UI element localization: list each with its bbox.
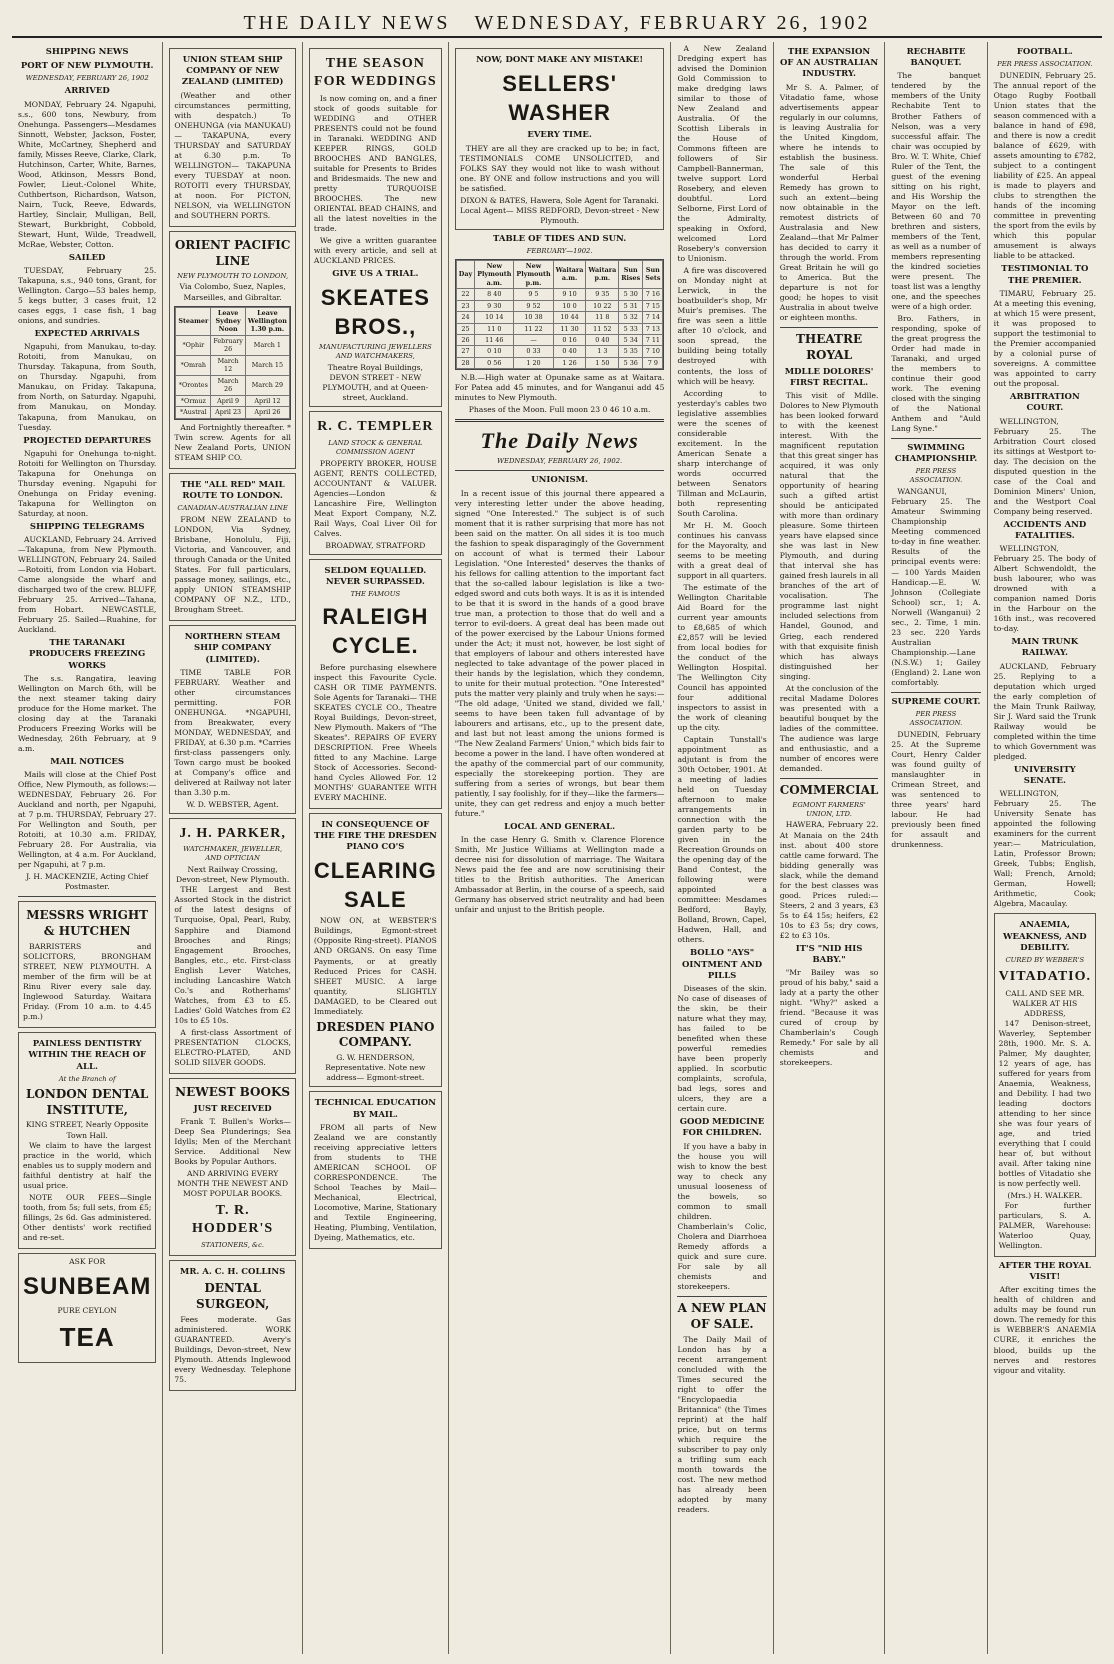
table-cell: 1 26 <box>553 357 586 368</box>
baby-text: "Mr Bailey was so proud of his baby," said a lady at a party the other night. "Why?" asked a friend. "Because it was cured of croup by Chamberlain's Cough Remedy." For sale by all chemists and storekeepers. <box>779 968 879 1068</box>
postmaster-sign: J. H. MACKENZIE, Acting Chief Postmaster. <box>26 872 149 892</box>
mail-notices-heading: MAIL NOTICES <box>50 757 125 768</box>
table-cell: 9 30 <box>475 300 514 311</box>
tea-brand: SUNBEAM <box>23 1272 152 1300</box>
wedding-heading: THE SEASON FOR WEDDINGS <box>314 56 437 90</box>
parker-address: Next Railway Crossing, Devon-street, New Plymouth. <box>175 865 290 885</box>
table-header: Steamer <box>176 307 211 335</box>
dresden-intro: IN CONSEQUENCE OF THE FIRE THE DRESDEN PIANO CO'S <box>313 819 437 853</box>
dresden-text: NOW ON, at WEBSTER'S Buildings, Egmont-street (Opposite Ring-street). PIANOS AND ORGANS. On easy Time Payments, or at greatly Reduced Prices for CASH. SHEET MUSIC. A large quantity, SLIGHTLY DAMAGED, to be Cleared out Immediately. <box>313 916 437 1016</box>
wedding-season-ad <box>309 48 442 407</box>
divider <box>780 327 879 328</box>
news-item: Captain Tunstall's appointment as adjutant is from the 30th October, 1901. At a meeting of ladies held on Tuesday afternoon to make arrangements in connection with the garden party to be given in the Recreation Grounds on the opening day of the Band Contest, the following were appointed a committee: Mesdames Bedford, Bayly, Bolland, Brown, Capel, Hadwen, Hall, and others. <box>677 735 767 945</box>
table-cell: 22 <box>456 289 474 300</box>
football-sub: PER PRESS ASSOCIATION. <box>997 60 1093 69</box>
rechabite-text: The banquet tendered by the members of the Unity Rechabite Tent to Brother Fathers of Nelson, was a very successful affair. The chair was occupied by Bro. W. T. White, Chief Ruler of the Tent, the guest of the evening sitting on his right, and His Worship the Mayor on the left. Between 60 and 70 brethren and sisters, members of the Tent, as well as a number of members representing the kindred societies were present. The toast list was a lengthy one, and the speeches were of a high order. <box>891 71 981 311</box>
pacific-heading: ORIENT PACIFIC LINE <box>174 237 291 268</box>
table-row <box>456 346 663 357</box>
recital-heading: MDLLE DOLORES' FIRST RECITAL. <box>784 366 874 388</box>
northern-steamship-ad <box>169 625 296 814</box>
table-cell: 0 56 <box>475 357 514 368</box>
sellers-agent: DIXON & BATES, Hawera, Sole Agent for Taranaki. <box>460 195 659 205</box>
collins-dental-ad <box>169 1260 296 1391</box>
anaemia-sub: CURED BY WEBBER'S <box>1005 956 1085 965</box>
projected-text: Ngapuhi for Onehunga to-night. Rotoiti for Wellington on Thursday. Takapuna for Onehunga on Thursday evening. Ngapuhi for Onehunga on Friday evening. Takapuna for Wellington on Saturday, at noon. <box>18 448 157 518</box>
senate-heading: UNIVERSITY SENATE. <box>1013 764 1076 787</box>
recital-conclusion: At the conclusion of the recital Madame Dolores was presented with a beautiful bouquet by the ladies of the committee. The audience was large and enthusiastic, and a number of encores were demanded. <box>779 683 879 773</box>
table-row <box>456 334 663 345</box>
sellers-name: SELLERS' WASHER <box>502 71 617 126</box>
union-text: (Weather and other circumstances permitting, with despatch.) To ONEHUNGA (via MANUKAU)— TAKAPUNA, every THURSDAY and SATURDAY at 6.30 p.m. To WELLINGTON— TAKAPUNA every TUESDAY at noon. ROTOITI every THURSDAY, at noon. For PICTON, NELSON, via WELLINGTON and SOUTHERN PORTS. <box>174 90 291 220</box>
technical-heading: TECHNICAL EDUCATION BY MAIL. <box>314 1098 436 1120</box>
table-cell: — <box>514 334 553 345</box>
table-cell: 9 5 <box>514 289 553 300</box>
table-cell: 5 32 <box>619 312 643 323</box>
column-4 <box>448 42 671 1654</box>
divider <box>891 692 980 693</box>
table-cell: March 29 <box>245 375 289 395</box>
table-cell: 5 36 <box>619 357 643 368</box>
vitadatio-brand: VITADATIO. <box>998 969 1091 985</box>
table-cell: 10 14 <box>475 312 514 323</box>
table-row <box>176 407 290 418</box>
arbitration-heading: ARBITRATION COURT. <box>1009 392 1080 414</box>
telegrams-heading: SHIPPING TELEGRAMS <box>29 521 145 532</box>
dresden-piano-ad <box>309 813 442 1088</box>
projected-heading: PROJECTED DEPARTURES <box>23 435 152 446</box>
expansion-text: Mr S. A. Palmer, of Vitadatio fame, whose advertisements appear regularly in our columns, is leaving Australia for the United Kingdom, where he intends to establish the business. The sale of this wonderful Herbal Remedy has grown to such an extent—being now obtainable in the remotest districts of Australasia and New Zealand—that Mr Palmer has decided to carry it through the world. From Great Britain he will go to America. But the departure is not for good; he hopes to visit Australia in about twelve or eighteen months. <box>779 82 879 323</box>
raleigh-top: SELDOM EQUALLED. NEVER SURPASSED. <box>324 566 427 588</box>
table-row <box>176 375 290 395</box>
hodder-name: T. R. HODDER'S <box>192 1202 274 1237</box>
raleigh-name: RALEIGH CYCLE. <box>322 604 429 659</box>
table-cell: 25 <box>456 323 474 334</box>
parker-name: J. H. PARKER, <box>179 826 286 841</box>
divider <box>891 438 980 439</box>
books-heading: NEWEST BOOKS <box>175 1084 291 1099</box>
anaemia-heading: ANAEMIA, WEAKNESS, AND DEBILITY. <box>1002 920 1087 953</box>
freezing-works-text: The s.s. Rangatira, leaving Wellington on March 6th, will be the next steamer taking dairy produce for the Home market. The closing day at the Taranaki Producers Freezing Works will be Wednesday, 26th February, at 9 a.m. <box>18 673 157 753</box>
table-row <box>176 335 290 355</box>
recital-text: This visit of Mdlle. Dolores to New Plymouth has been looked forward to with the keenest interest. With the magnificent reputation that this great singer has acquired, it was only natural that the opportunity of hearing such a gifted artist should be anticipated with more than ordinary pleasure. Some thirteen years have elapsed since she was last in New Plymouth, and during that interval she has gained fresh laurels in all branches of the art of vocalisation. The programme last night included selections from Handel, Gounod, and Grieg, each rendered with that exquisite finish which has always distinguished her singing. <box>779 391 879 681</box>
anaemia-text: 147 Denison-street, Waverley, September 28th, 1900. Mr. S. A. Palmer, My daughter, 12 years of age, has suffered for years from Anaemia, Weakness, and Debility. I had two leading doctors attending to her since she was four years of age, and tried everything that I could hear of, but without avail. After taking nine bottles of Vitadatio she is now perfectly well. <box>998 1018 1091 1188</box>
dresden-sale: CLEARING SALE <box>313 858 437 913</box>
table-cell: April 9 <box>211 395 246 406</box>
divider <box>677 1296 766 1297</box>
table-cell: March 26 <box>211 375 246 395</box>
swimming-text: WANGANUI, February 25. The Amateur Swimming Championship Meeting commenced to-day in fine weather. Results of the principal events were:— 100 Yards Maiden Handicap.—E. W. Johnson (Collegiate School) scr., 1; A. Norwell (Wanganui) 2 sec., 2. Time, 1 min. 23 sec. 220 Yards Australian Championship.—Lane (N.S.W.) 1; Gailey (England) 2. Lane won comfortably. <box>891 487 981 687</box>
medicine-text: If you have a baby in the house you will wish to know the best way to check any unusual looseness of the bowels, so common to small children. Chamberlain's Colic, Cholera and Diarrhoea Remedy affords a quick and sure cure. For sale by all chemists and storekeepers. <box>677 1141 767 1291</box>
sellers-top: NOW, DONT MAKE ANY MISTAKE! <box>476 55 644 65</box>
table-header: Leave Sydney Noon <box>211 307 246 335</box>
table-header: Waitara p.m. <box>586 260 619 288</box>
accidents-heading: ACCIDENTS AND FATALITIES. <box>1003 519 1087 541</box>
dental-sub: At the Branch of <box>58 1074 116 1083</box>
table-cell: 7 15 <box>643 300 663 311</box>
parker-text: THE Largest and Best Assorted Stock in the district of the latest designs of Turquoise, Opal, Pearl, Ruby, Sapphire and Diamond Brooches and Rings; Engagement Brooches, Bangles, etc., etc. First-class English Lever Watches, including Lancashire Watch Co.'s and Rotherhams' Watches, from £3 to £5. Ladies' Gold Watches from £2 10s to £5 10s. <box>174 885 291 1025</box>
main-trunk-heading: MAIN TRUNK RAILWAY. <box>1011 637 1079 659</box>
column-3 <box>302 42 448 1654</box>
news-item: Mr H. M. Gooch continues his canvass for the Mayoralty, and seems to be meeting with a great deal of support in all quarters. <box>677 520 767 580</box>
raleigh-text: Before purchasing elsewhere inspect this Favourite Cycle. CASH OR TIME PAYMENTS. Sole Agents for Taranaki— THE SKEATES CYCLE CO., Theatre Royal Buildings, Devon-street, New Plymouth. Makers of "The Skeates". REPAIRS OF EVERY DESCRIPTION. Free Wheels fitted to any Machine. Large Stock of Accessories. Second-hand Cycles Allowed For. 12 MONTHS' GUARANTEE WITH EVERY MACHINE. <box>313 662 437 802</box>
table-cell: 0 40 <box>553 346 586 357</box>
books-list: Frank T. Bullen's Works—Deep Sea Plunderings; Sea Idylls; Men of the Merchant Service. Additional New Books by Popular Authors. <box>174 1116 291 1166</box>
editorial-date: WEDNESDAY, FEBRUARY 26, 1902. <box>497 457 623 466</box>
divider <box>455 419 665 422</box>
arrived-text: MONDAY, February 24. Ngapuhi, s.s., 600 tons, Newbury, from Onehunga. Passengers—Mesdames Sinnott, Webster, Jackson, Foster, White, McCartney, Shepherd and family, Misses Reeve, Clarke, Clark, Hutchinson, Carter, White, Barnes, Wood, Atkinson, Messrs Bond, Fowler, Lieut.-Colonel White, Cuthbertson, Richardson, Watson, Nairn, Tuck, Reeve, Edwards, Hartley, Sinclair, Mulligan, Bell, Stewart, Burkbright, Cobbold, Stewart, Hunt, Wilde, Treadwell, McRae, Webster, Cotton. <box>18 99 157 249</box>
dental-heading: PAINLESS DENTISTRY WITHIN THE REACH OF ALL. <box>28 1039 147 1072</box>
bollo-heading: BOLLO "AYS" OINTMENT AND PILLS <box>682 948 763 981</box>
rechabite-response: Bro. Fathers, in responding, spoke of the great progress the Order had made in Taranaki, and urged the members to continue their good work. The evening closed with the singing of the National Anthem and "Auld Lang Syne." <box>891 313 981 433</box>
table-cell: 10 38 <box>514 312 553 323</box>
news-item: According to yesterday's cables two legislative assemblies were the scenes of considerable excitement. In the American Senate a sharp interchange of words occurred between Senators Tillman and McLaurin, both representing South Carolina. <box>677 388 767 518</box>
sellers-text: THEY are all they are cracked up to be; in fact, TESTIMONIALS COME UNSOLICITED, and FOLKS SAY they would not like to wash without one. BY ONE and follow instructions and you will be satisfied. <box>459 143 660 193</box>
table-cell: April 26 <box>245 407 289 418</box>
solicitors-ad <box>18 901 156 1028</box>
table-cell: 9 52 <box>514 300 553 311</box>
mail-notices-text: Mails will close at the Chief Post Office, New Plymouth, as follows:— WEDNESDAY, February 26. For Auckland and north, per Ngapuhi, at 7 p.m. THURSDAY, February 27. For Wellington and South, per Rotoiti, at 10.30 a.m. FRIDAY, February 28. For Australia, via Wellington, at 4 a.m. For Auckland, per Ngapuhi, at 7 p.m. <box>18 770 157 870</box>
news-item: A fire was discovered on Monday night at Lerwick, in the boatbuilder's shop, Mr Muir's premises. The fire was seen a little after 10 o'clock, and soon spread, the building being totally destroyed with contents, the loss of which will be heavy. <box>677 266 767 386</box>
expansion-heading: THE EXPANSION OF AN AUSTRALIAN INDUSTRY. <box>779 47 879 80</box>
local-general-heading: LOCAL AND GENERAL. <box>504 822 616 833</box>
table-row <box>456 312 663 323</box>
table-header: New Plymouth p.m. <box>514 260 553 288</box>
table-cell: 8 40 <box>475 289 514 300</box>
table-row <box>456 323 663 334</box>
union-heading: UNION STEAM SHIP COMPANY OF NEW ZEALAND (LIMITED) <box>181 55 284 88</box>
table-row <box>176 395 290 406</box>
table-cell: 5 34 <box>619 334 643 345</box>
tides-heading: TABLE OF TIDES AND SUN. <box>493 233 627 244</box>
table-cell: 11 46 <box>475 334 514 345</box>
table-cell: 0 10 <box>475 346 514 357</box>
skeates-name: SKEATES BROS., <box>320 285 430 340</box>
table-row <box>456 357 663 368</box>
table-cell: 28 <box>456 357 474 368</box>
anaemia-signature: (Mrs.) H. WALKER. <box>1007 1190 1083 1200</box>
table-cell: 11 30 <box>553 323 586 334</box>
sellers-washer-ad <box>455 48 665 230</box>
commercial-heading: COMMERCIAL <box>779 782 879 797</box>
football-heading: FOOTBALL. <box>1016 47 1073 57</box>
table-header: Sun Rises <box>619 260 643 288</box>
supreme-sub: PER PRESS ASSOCIATION. <box>909 709 963 727</box>
column-7 <box>884 42 986 1654</box>
table-cell: 26 <box>456 334 474 345</box>
shipping-heading: SHIPPING NEWS <box>45 47 129 57</box>
moon-phases: Phases of the Moon. Full moon 23 0 46 10 a.m. <box>468 405 651 415</box>
table-cell: 5 30 <box>619 289 643 300</box>
tea-ask: ASK FOR <box>69 1256 106 1266</box>
collins-name: MR. A. C. H. COLLINS <box>179 1266 286 1277</box>
medicine-heading: GOOD MEDICINE FOR CHILDREN. <box>679 1117 765 1139</box>
table-cell: March 12 <box>211 355 246 375</box>
divider <box>18 896 156 897</box>
hodder-sub: STATIONERS, &c. <box>201 1240 265 1249</box>
supreme-heading: SUPREME COURT. <box>891 696 981 707</box>
table-cell: 5 33 <box>619 323 643 334</box>
arbitration-text: WELLINGTON, February 25. The Arbitration Court closed its sittings at Westport to-day. The decision on the disputed question in the case of the Coal and Dominion Miners' Union, and the Westport Coal Company being reserved. <box>993 416 1096 516</box>
table-cell: 7 16 <box>643 289 663 300</box>
table-cell: 5 31 <box>619 300 643 311</box>
news-item: A New Zealand Dredging expert has advised the Dominion Gold Commission to make dredging laws similar to those of New Zealand and Australia. Of the Scottish Liberals in the House of Commons fifteen are followers of Sir Campbell-Bannerman, twelve support Lord Rosebery, and eleven doubtful. Lord Selborne, First Lord of the Admiralty, speaking in Oxford, welcomed Lord Rosebery's conversion to Unionism. <box>677 44 767 264</box>
wedding-trial: GIVE US A TRIAL. <box>332 269 419 280</box>
bollo-text: Diseases of the skin. No case of diseases of the skin, be their nature what they may, has failed to be benefited when these powerful remedies have been properly applied. In scorbutic complaints, scrofula, bad legs, sores and ulcers, they are a certain cure. <box>677 984 767 1114</box>
table-cell: 1 50 <box>586 357 619 368</box>
main-trunk-text: AUCKLAND, February 25. Replying to a deputation which urged the early completion of the Main Trunk Railway, Sir J. Ward said the Trunk Railway would be completed within the time to which Government was pledged. <box>993 661 1096 761</box>
expected-heading: EXPECTED ARRIVALS <box>34 329 140 340</box>
masthead <box>12 10 1102 38</box>
templer-sub: LAND STOCK & GENERAL COMMISSION AGENT <box>328 438 423 456</box>
tides-body <box>456 289 663 369</box>
column-1 <box>12 42 162 1654</box>
dresden-rep: G. W. HENDERSON, Representative. Note new address— Egmont-street. <box>325 1053 426 1083</box>
telegrams-text: AUCKLAND, February 24. Arrived—Takapuna, from New Plymouth. WELLINGTON, February 24. Sailed—Rotoiti, from London via Hobart. Came alongside the wharf and discharged two of the crew. BLUFF, February 25. Arrived—Tahana, from Hobart. NEWCASTLE, February 25. Sailed—Ruahine, for Auckland. <box>18 535 157 635</box>
expected-text: Ngapuhi, from Manukau, to-day. Rotoiti, from Manukau, on Thursday. Takapuna, from South, on Thursday. Ngapuhi, from Manukau, on Friday. Takapuna, from North, on Saturday. Ngapuhi, from Manukau, on Monday. Takapuna, from Manukau, on Tuesday. <box>18 342 157 432</box>
plan-heading: A NEW PLAN OF SALE. <box>677 1300 767 1331</box>
freezing-works-heading: THE TARANAKI PRODUCERS FREEZING WORKS <box>29 638 146 671</box>
commercial-sub: EGMONT FARMERS' UNION, LTD. <box>792 800 866 818</box>
table-cell: 1 20 <box>514 357 553 368</box>
templer-text: PROPERTY BROKER, HOUSE AGENT, RENTS COLLECTED, ACCOUNTANT & VALUER. Agencies—London & Lancashire Fire, Wellington Meat Export Company, N.Z. Rail Ways, Coal Liver Oil for Calves. <box>313 458 437 538</box>
dental-fees: NOTE OUR FEES—Single tooth, from 5s; full sets, from £5; fillings, 2s 6d. Gas administered. Other dentists' work rectified and re-set. <box>23 1192 152 1242</box>
shipping-date: WEDNESDAY, FEBRUARY 26, 1902 <box>25 74 149 83</box>
editorial-heading: UNIONISM. <box>531 475 589 486</box>
column-8 <box>987 42 1102 1654</box>
rechabite-heading: RECHABITE BANQUET. <box>906 47 966 69</box>
tea-word: TEA <box>59 1322 115 1353</box>
table-cell: 9 35 <box>586 289 619 300</box>
table-cell: 23 <box>456 300 474 311</box>
anaemia-call: CALL AND SEE MR. WALKER AT HIS ADDRESS, <box>1005 988 1085 1018</box>
table-cell: 5 35 <box>619 346 643 357</box>
table-cell: March 15 <box>245 355 289 375</box>
sailing-table <box>174 306 291 420</box>
collins-title: DENTAL SURGEON, <box>195 1281 270 1311</box>
table-cell: March 1 <box>245 335 289 355</box>
technical-text: FROM all parts of New Zealand we are constantly receiving appreciative letters from students to THE AMERICAN SCHOOL OF CORRESPONDENCE. The School Teaches by Mail— Mechanical, Electrical, Locomotive, Marine, Stationary and Textile Engineering, Heating, Plumbing, Ventilation, Dyeing, Mathematics, etc. <box>313 1122 437 1242</box>
testimonial-heading: TESTIMONIAL TO THE PREMIER. <box>1001 264 1089 286</box>
tides-table <box>455 259 665 371</box>
commercial-text: HAWERA, February 22. At Manaia on the 24th inst. about 400 store cattle came forward. The bidding generally was slack, while the demand for the best classes was good. Prices ruled:— Steers, 2 and 3 years, £3 5s to £4 15s; heifers, £2 10s to £3 5s; dry cows, £2 to £3 10s. <box>779 820 879 940</box>
table-cell: April 12 <box>245 395 289 406</box>
paper-name: THE DAILY NEWS <box>243 11 451 34</box>
port-heading: PORT OF NEW PLYMOUTH. <box>20 61 154 72</box>
northern-agent: W. D. WEBSTER, Agent. <box>186 799 279 809</box>
editorial-text: In a recent issue of this journal there appeared a very interesting letter under the above heading, signed "One Interested." The subject is of such moment that it is rather surprising that more has not been said on the matter. On all sides it is too much the fashion to speak disparagingly of the Government on account of what is termed their Labour Legislation. "One Interested" deserves the thanks of his fellows for calling attention to the important fact that the so-called labour legislation is like a two-edged sword and cuts both ways. It is as it is intended to be that it is sword in the hands of a good brave true man, a protection to those that do well and a terror to evil-doers. A great deal has been made out of the power exercised by the Labour Unions formed under the Act; it must not, however, be lost sight of that employers of labour and others interested have neglected to take advantage of the power placed in their hands by the legislation, which they condemn, to unite for their mutual protection. "One Interested" puts the matter very plainly and truly when he says:— "The old adage, 'United we stand, divided we fall,' seems to have been taken full advantage of by labourers and artisans, etc., up to the present date, and last but not least among the unions formed is "The New Zealand Farmers' Union," which bids fair to become a power in the land. I have often wondered at the apathy of the commercial part of our community, especially the storekeeping portion. They are suffering from a series of wrongs, but bear them patiently, I say foolishly, for if they—like the farmers—unite, they can get redress and enjoy a much better future." <box>454 488 665 819</box>
table-header: Sun Sets <box>643 260 663 288</box>
royal-visit-text: After exciting times the health of children and adults may be found run down. The remedy for this is WEBBER'S ANAEMIA CURE, it enriches the blood, builds up the nerves and restores vigour and vitality. <box>993 1285 1096 1375</box>
royal-visit-heading: AFTER THE ROYAL VISIT! <box>998 1260 1091 1283</box>
wedding-guarantee: We give a written guarantee with every article, and sell at AUCKLAND PRICES. <box>313 236 437 266</box>
table-cell: *Ophir <box>176 335 211 355</box>
arrived-heading: ARRIVED <box>64 86 110 97</box>
parker-sub: WATCHMAKER, JEWELLER, AND OPTICIAN <box>183 845 283 863</box>
plan-text: The Daily Mail of London has by a recent arrangement concluded with the Times secured the right to offer the "Encyclopaedia Britannica" (the Times reprint) at the half price, but on terms which require the subscriber to pay only a trifling sum each month towards the cost. The new method has already been adopted by many readers. <box>677 1334 767 1514</box>
raleigh-cycle-ad <box>309 559 442 809</box>
dental-address: KING STREET, Nearly Opposite Town Hall. <box>25 1120 149 1140</box>
columns <box>12 42 1102 1654</box>
table-cell: 0 40 <box>586 334 619 345</box>
accidents-text: WELLINGTON, February 25. The body of Albert Schwendoldt, the bush labourer, who was drowned with a companion named Doris in the Harbour on the 16th inst., was recovered to-day. <box>993 544 1096 634</box>
table-header: Waitara a.m. <box>553 260 586 288</box>
table-cell: 0 33 <box>514 346 553 357</box>
table-cell: 11 0 <box>475 323 514 334</box>
football-text: DUNEDIN, February 25. The annual report of the Otago Rugby Football Union states that the season commenced with a balance in hand of £98, and there is now a credit balance of £629, with assets amounting to £782, subject to a contingent liability of £25. An appeal is made to players and clubs to strengthen the hands of the incoming committee in preventing the sport from the evils by which this popular amusement is always liable to be attacked. <box>993 71 1096 261</box>
table-cell: 24 <box>456 312 474 323</box>
pacific-route: Via Colombo, Suez, Naples, Marseilles, and Gibraltar. <box>179 282 286 302</box>
table-header: Leave Wellington 1.30 p.m. <box>245 307 289 335</box>
column-2 <box>162 42 302 1654</box>
sailed-text: TUESDAY, February 25. Takapuna, s.s., 940 tons, Grant, for Wellington. Cargo—53 bales hemp, 5 kegs butter, 3 cases fruit, 12 cases eggs, 1 case fish, 1 bag onions, and sundries. <box>18 266 157 326</box>
table-cell: *Austral <box>176 407 211 418</box>
solicitors-name: MESSRS WRIGHT & HUTCHEN <box>26 908 149 939</box>
solicitors-text: BARRISTERS and SOLICITORS, BRONGHAM STREET, NEW PLYMOUTH. A member of the firm will be at Rinu River every sale day. Inglewood Saturday. Waitara Friday. (From 10 a.m. to 4.45 p.m.) <box>23 942 152 1022</box>
table-cell: 9 10 <box>553 289 586 300</box>
table-cell: 7 9 <box>643 357 663 368</box>
table-cell: 7 13 <box>643 323 663 334</box>
wedding-text: Is now coming on, and a finer stock of goods suitable for WEDDING and OTHER PRESENTS could not be found in Taranaki. WEDDING AND KEEPER RINGS, GOLD BROOCHES AND BANGLES, suitable for Presents to Brides and Bridesmaids. The new and pretty TURQUOISE BROOCHES. The new ORIENTAL BEAD CHAINS, and all the latest novelties in the trade. <box>313 93 437 234</box>
table-header: New Plymouth a.m. <box>475 260 514 288</box>
dental-name: LONDON DENTAL INSTITUTE, <box>25 1086 149 1117</box>
dateline: WEDNESDAY, FEBRUARY 26, 1902 <box>474 11 871 34</box>
divider <box>455 470 665 471</box>
allred-sub: CANADIAN-AUSTRALIAN LINE <box>177 504 288 512</box>
column-5 <box>670 42 772 1654</box>
templer-address: BROADWAY, STRATFORD <box>325 541 426 551</box>
presentation-text: A first-class Assortment of PRESENTATION CLOCKS, ELECTRO-PLATED, AND SOLID SILVER GOODS. <box>174 1027 291 1067</box>
vitadatio-ad <box>994 913 1096 1257</box>
swimming-heading: SWIMMING CHAMPIONSHIP. <box>894 443 978 465</box>
orient-pacific-ad <box>169 231 296 469</box>
dental-institute-ad <box>18 1032 156 1248</box>
templer-ad <box>309 411 442 555</box>
table-row <box>456 289 663 300</box>
table-cell: April 23 <box>211 407 246 418</box>
table-cell: 0 16 <box>553 334 586 345</box>
union-steamship-ad <box>169 48 296 227</box>
table-cell: 10 44 <box>553 312 586 323</box>
technical-education-ad <box>309 1091 442 1249</box>
dental-text: We claim to have the largest practice in the world, which enables us to supply modern and faithful dentistry at half the usual price. <box>23 1140 152 1190</box>
column-6 <box>773 42 885 1654</box>
newest-books-ad <box>169 1078 296 1256</box>
table-cell: 10 0 <box>553 300 586 311</box>
table-cell: 27 <box>456 346 474 357</box>
table-cell: 10 22 <box>586 300 619 311</box>
theatre-heading: THEATRE ROYAL <box>795 332 863 362</box>
skeates-address: Theatre Royal Buildings, DEVON STREET - NEW PLYMOUTH, and at Queen-street, Auckland. <box>322 363 429 403</box>
testimonial-text: TIMARU, February 25. At a meeting this evening, at which 15 were present, it was proposed to support the testimonial to the Premier accompanied by a colonial purse of sovereigns. A committee was appointed to carry out the proposal. <box>993 288 1096 389</box>
northern-text: TIME TABLE FOR FEBRUARY. Weather and other circumstances permitting. FOR ONEHUNGA. *NGAPUHI, from Breakwater, every MONDAY, WEDNESDAY, and FRIDAY, at 6.30 p.m. *Carries first-class passengers only. Town cargo must be booked at Company's office and delivered at Railway not later than 3.30 p.m. <box>174 667 291 797</box>
supreme-text: DUNEDIN, February 25. At the Supreme Court, Henry Calder was found guilty of manslaughter in Crimean Street, and was sentenced to three years' hard labour. He had previously been fined for assault and drunkenness. <box>891 729 981 850</box>
pacific-sub: NEW PLYMOUTH TO LONDON, <box>177 271 289 280</box>
divider <box>780 778 879 779</box>
table-row <box>456 300 663 311</box>
allred-heading: THE "ALL RED" MAIL ROUTE TO LONDON. <box>180 479 285 501</box>
table-cell: *Orontes <box>176 375 211 395</box>
books-arriving: AND ARRIVING EVERY MONTH THE NEWEST AND MOST POPULAR BOOKS. <box>177 1168 289 1198</box>
table-row <box>176 355 290 375</box>
swimming-sub: PER PRESS ASSOCIATION. <box>909 467 963 485</box>
pacific-note: And Fortnightly thereafter. * Twin screw. Agents for all New Zealand Ports, UNION STEAM SHIP CO. <box>174 422 291 462</box>
collins-text: Fees moderate. Gas administered. WORK GUARANTEED. Avery's Buildings, Devon-street, New Plymouth. Attends Inglewood every Wednesday. Telephone 75. <box>174 1314 291 1384</box>
table-cell: *Omrah <box>176 355 211 375</box>
tea-sub: PURE CEYLON <box>57 1306 117 1316</box>
tides-note: N.B.—High water at Opunake same as at Waitara. For Patea add 45 minutes, and for Wanganui add 45 minutes to New Plymouth. <box>454 373 665 403</box>
table-cell: 11 8 <box>586 312 619 323</box>
sellers-every: EVERY TIME. <box>527 130 592 141</box>
tides-sub: FEBRUARY—1902. <box>526 246 593 255</box>
templer-name: R. C. TEMPLER <box>317 419 434 435</box>
northern-heading: NORTHERN STEAM SHIP COMPANY (LIMITED). <box>184 632 281 665</box>
table-cell: 7 14 <box>643 312 663 323</box>
table-cell: February 26 <box>211 335 246 355</box>
sellers-local-agent: Local Agent— MISS REDFORD, Devon-street - New Plymouth. <box>459 205 660 225</box>
table-cell: 11 52 <box>586 323 619 334</box>
sunbeam-tea-ad <box>18 1253 156 1363</box>
raleigh-famous: THE FAMOUS <box>350 590 401 599</box>
all-red-route-ad <box>169 473 296 622</box>
table-cell: 11 22 <box>514 323 553 334</box>
news-item: The estimate of the Wellington Charitable Aid Board for the current year amounts to £8,685 of which £2,857 will be levied from local bodies for the conduct of the Wellington Hospital. The Wellington City Council has appointed four additional inspectors to assist in the work of cleaning up the city. <box>677 582 767 733</box>
senate-text: WELLINGTON, February 25. The University Senate has appointed the following examiners for the current year:— Matriculation, Latin, Professor Brown; Greek, Tubbs; English, Wall; French, Arnold; German, Howell; Arithmetic, Cook; Algebra, Macaulay. <box>993 789 1096 909</box>
parker-jeweller-ad <box>169 818 296 1074</box>
table-header: Day <box>456 260 474 288</box>
editorial-paper-title: The Daily News <box>480 428 639 454</box>
table-cell: *Ormuz <box>176 395 211 406</box>
anaemia-particulars: For further particulars, S. A. PALMER, Warehouse: Waterloo Quay, Wellington. <box>998 1200 1091 1250</box>
baby-heading: IT'S "NID HIS BABY." <box>795 943 863 965</box>
dresden-name: DRESDEN PIANO COMPANY. <box>316 1019 435 1050</box>
table-cell: 7 10 <box>643 346 663 357</box>
just-received: JUST RECEIVED <box>193 1103 272 1114</box>
sailed-heading: SAILED <box>68 252 106 263</box>
table-cell: 7 11 <box>643 334 663 345</box>
allred-text: FROM NEW ZEALAND to LONDON, Via Sydney, Brisbane, Honolulu, Fiji, Victoria, and Vancouver, and through Canada or the United States. For full particulars, passage money, sailings, etc., apply UNION STEAMSHIP COMPANY OF N.Z., LTD., Brougham Street. <box>174 514 291 615</box>
skeates-sub: MANUFACTURING JEWELLERS AND WATCHMAKERS, <box>318 343 432 361</box>
table-cell: 1 3 <box>586 346 619 357</box>
local-general-text: In the case Henry G. Smith v. Clarence Florence Smith, Mr Justice Williams at Wellington made a decree nisi for dissolution of marriage. The Waitara News paid the fee and are now scrutinising their titles to the British authorities. The American Ambassador at Berlin, in the course of a speech, said Germany has observed strict neutrality and had been unfair and unjust to the British people. <box>454 835 665 915</box>
